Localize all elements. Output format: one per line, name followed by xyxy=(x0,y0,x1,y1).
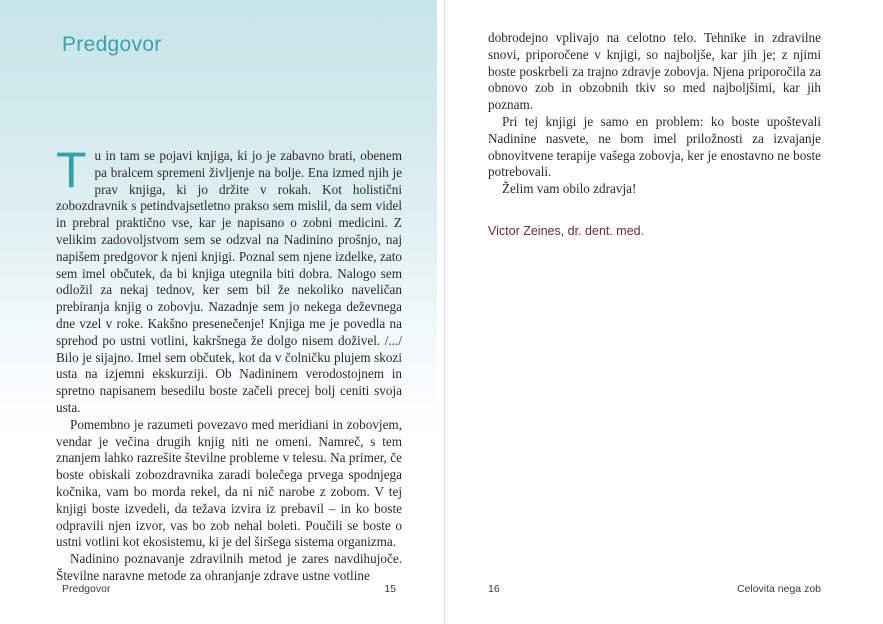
author-signature: Victor Zeines, dr. dent. med. xyxy=(488,223,645,238)
chapter-title: Predgovor xyxy=(62,33,162,56)
paragraph-text: u in tam se pojavi knjiga, ki jo je zabavno brati, obenem pa bralcem spremeni življenje na bolje. Ena izmed njih je prav knjiga, ki jo držite v rokah. Kot holistični zobozdravnik s petindvajsetletno prakso sem mislil, da sem videl in prebral praktično vse, kar je napisano o zobni medicini. Z velikim zadovoljstvom sem se odzval na Nadinino prošnjo, naj napišem predgovor k njeni knjigi. Poznal sem njene izdelke, zato sem imel občutek, da bi knjiga utegnila biti dobra. Nalogo sem odložil za nekaj tednov, ker sem bil že nekoliko naveličan prebiranja knjig o zobovju. Nazadnje sem jo nekega deževnega dne vzel v roke. Kakšno presenečenje! Knjiga me je povedla na sprehod po ustni votlini, kakršnega že dolgo nisem doživel. /.../ Bilo je sijajno. Imel sem občutek, kot da v čolničku plujem skozi usta na izjemni ekskurziji. Ob Nadininem verodostojnem in spretno napisanem besedilu boste začeli precej bolj ceniti svoja usta. xyxy=(56,148,402,415)
page-number: 15 xyxy=(384,583,396,595)
page-right xyxy=(445,0,883,624)
right-body-column xyxy=(488,30,821,238)
paragraph: Želim vam obilo zdravja! xyxy=(502,181,637,197)
paragraph xyxy=(56,142,402,417)
paragraph: Pri tej knjigi je samo en problem: ko boste upoštevali Nadinine nasvete, ne bom imel priložnosti za izvajanje obnovitvene terapije vašega zobovja, ker je enostavno ne boste potrebovali. xyxy=(488,113,821,180)
page-left xyxy=(0,0,437,624)
page-number: 16 xyxy=(488,583,500,595)
right-page-footer xyxy=(488,583,821,595)
paragraph: Nadinino poznavanje zdravilnih metod je zares navdihujoče. Številne naravne metode za ohranjanje zdrave ustne votline xyxy=(56,551,402,583)
paragraph: dobrodejno vplivajo na celotno telo. Tehnike in zdravilne snovi, priporočene v knjigi, so najboljše, kar jih je; z njimi boste poskrbeli za trajno zdravje zobovja. Njena priporočila za obnovo zob in obzobnih tkiv so med najboljšimi, kar jih poznam. xyxy=(488,30,821,113)
paragraph: Pomembno je razumeti povezavo med meridiani in zobovjem, vendar je večina drugih knjig niti ne omeni. Namreč, s tem znanjem lahko razrešite številne probleme v telesu. Na primer, če boste obiskali zobozdravnika zaradi bolečega prvega spodnjega kočnika, vam bo morda rekel, da ni nič narobe z zobom. V tej knjigi boste izvedeli, da težava izvira iz prebavil – in ko boste odpravili njen izvor, vas bo zob nehal boleti. Poučili se boste o ustni votlini kot ekosistemu, ki je del širšega sistema organizma. xyxy=(56,416,402,550)
running-header: Predgovor xyxy=(62,583,111,595)
left-page-footer xyxy=(62,583,396,595)
dropcap-letter: T xyxy=(56,142,87,198)
left-body-column xyxy=(56,142,402,585)
page-divider xyxy=(437,0,445,624)
running-header: Celovita nega zob xyxy=(736,583,821,595)
